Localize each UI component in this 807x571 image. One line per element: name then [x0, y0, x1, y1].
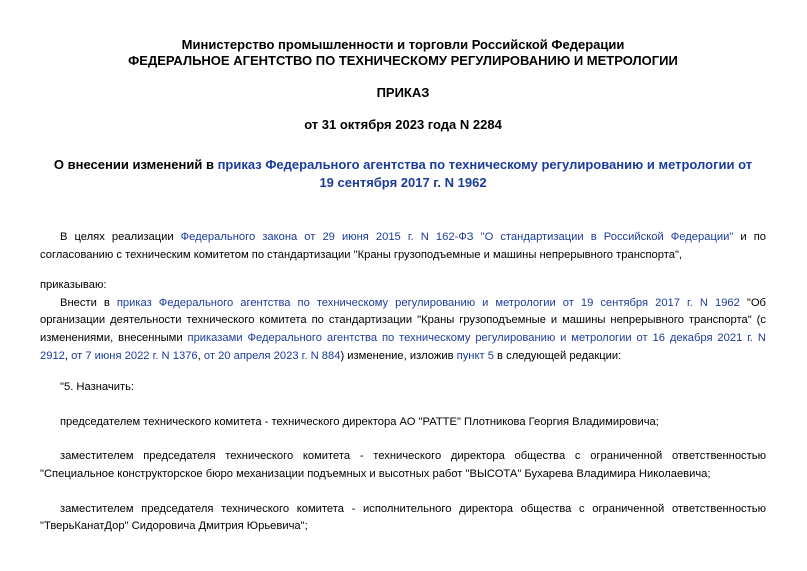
- paragraph-deputy-1: заместителем председателя технического комитета - технического директора общества с ограниченной ответственностью "Специальное конструкторское бюро механизации подъемных и высотных работ "ВЫСОТА" Бухарева Владимира Николаевича;: [40, 450, 766, 480]
- document-page: [40, 0, 766, 536]
- ministry-title: Министерство промышленности и торговли Российской Федерации: [181, 37, 625, 52]
- amendment-text-4: ,: [197, 349, 204, 362]
- amendment-text-6: в следующей редакции:: [493, 349, 622, 362]
- document-type: ПРИКАЗ: [376, 85, 430, 100]
- order-2912-link[interactable]: приказами Федерального агентства по техническому регулированию и метрологии от 16 декабря 2021 г. N 2912: [40, 331, 766, 362]
- document-date-number: от 31 октября 2023 года N 2284: [304, 117, 502, 132]
- order-1376-link[interactable]: от 7 июня 2022 г. N 1376: [71, 349, 198, 362]
- federal-law-link[interactable]: Федерального закона от 29 июня 2015 г. N 162-ФЗ "О стандартизации в Российской Федерации": [180, 231, 734, 243]
- preamble-text-2: и по согласованию с техническим комитетом по стандартизации "Краны грузоподъемные и машины непрерывного транспорта",: [40, 231, 767, 261]
- amendment-text-1: Внести в: [60, 296, 117, 309]
- item-5-link[interactable]: пункт 5: [456, 349, 494, 362]
- paragraph-deputy-2: заместителем председателя технического комитета - исполнительного директора общества с ограниченной ответственностью "ТверьКанатДор" Сидоровича Дмитрия Юрьевича";: [40, 502, 766, 533]
- amendment-text-5: ) изменение, изложив: [340, 349, 457, 362]
- order-1962-link[interactable]: приказ Федерального агентства по техническому регулированию и метрологии от 19 сентября 2017 г. N 1962: [116, 296, 740, 309]
- order-884-link[interactable]: от 20 апреля 2023 г. N 884: [203, 349, 341, 362]
- amendment-text-3: ,: [64, 349, 72, 362]
- agency-title: ФЕДЕРАЛЬНОЕ АГЕНТСТВО ПО ТЕХНИЧЕСКОМУ РЕГУЛИРОВАНИЮ И МЕТРОЛОГИИ: [128, 53, 678, 68]
- subject-order-link[interactable]: приказ Федерального агентства по техническому регулированию и метрологии от 19 сентября 2017 г. N 1962: [217, 157, 753, 190]
- paragraph-appoint: "5. Назначить:: [60, 381, 135, 394]
- subject-prefix: О внесении изменений в: [53, 157, 218, 172]
- paragraph-chairman: председателем технического комитета - технического директора АО "РАТТЕ" Плотникова Георгия Владимировича;: [60, 415, 659, 428]
- document-subject: [40, 156, 766, 192]
- amendment-text-2: "Об организации деятельности технического комитета по стандартизации "Краны грузоподъемные и машины непрерывного транспорта" (с изменениями, внесенными: [40, 296, 766, 344]
- preamble-text-1: В целях реализации: [60, 231, 181, 243]
- paragraph-preamble: [40, 229, 766, 264]
- paragraph-order-word: приказываю:: [40, 279, 107, 292]
- paragraph-amendment: [40, 295, 766, 365]
